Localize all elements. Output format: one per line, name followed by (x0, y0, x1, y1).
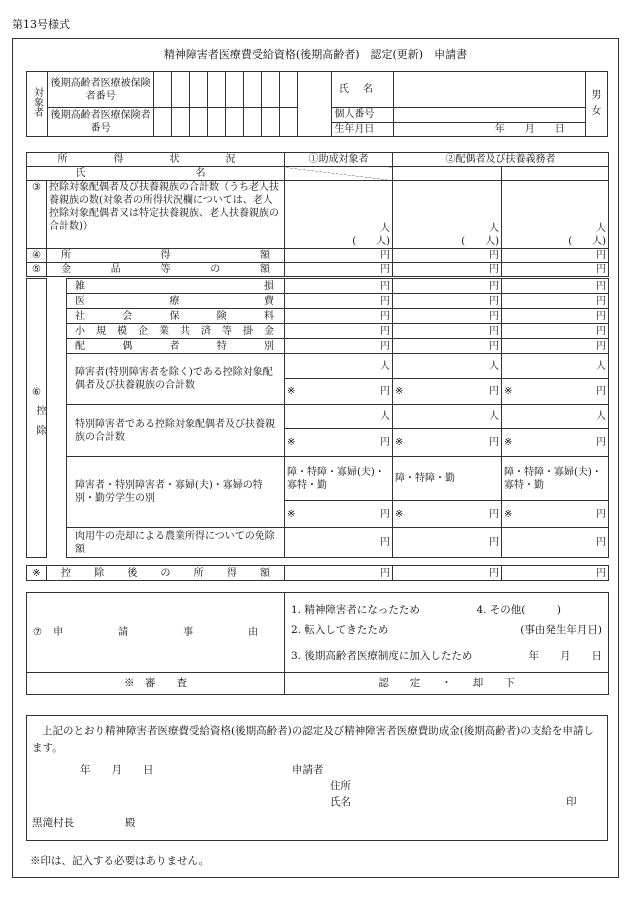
disabled-col1-amount[interactable]: ※ 円 (285, 379, 393, 405)
insurer-digit[interactable] (208, 108, 226, 137)
application-table (26, 592, 609, 695)
applicant-label: 申請者 (292, 764, 324, 776)
income-status-header: 所 得 状 況 (27, 153, 285, 167)
personal-number-label: 個人番号 (332, 108, 394, 122)
insurer-digit[interactable] (154, 108, 172, 137)
item-col1[interactable]: 円 (285, 279, 393, 294)
row5-number: ⑤ (27, 263, 47, 277)
review-result: 認 定 ・ 却 下 (285, 673, 609, 695)
special-disabled-col1-amount[interactable]: ※ 円 (285, 429, 393, 457)
disabled-label: 障害者(特別障害者を除く)である控除対象配偶者及び扶養親族の合計数 (67, 354, 285, 405)
item-col1[interactable]: 円 (285, 339, 393, 354)
insured-digit[interactable] (262, 72, 280, 108)
item-label: 医療費 (67, 294, 285, 309)
after-deduction-col2[interactable]: 円 (393, 566, 502, 581)
beef-col1[interactable]: 円 (285, 528, 393, 558)
application-label: 申請事由 (53, 627, 259, 638)
after-deduction-col1[interactable]: 円 (285, 566, 393, 581)
subject-table (26, 71, 608, 137)
personal-number-field[interactable] (394, 108, 584, 122)
disabled-col2-count[interactable]: 人 (393, 354, 502, 379)
reason-1-option[interactable]: 1. 精神障害者になったため (291, 603, 420, 616)
item-col1[interactable]: 円 (285, 324, 393, 339)
col1-header: ①助成対象者 (285, 153, 393, 167)
special-disabled-col3-amount[interactable]: ※ 円 (502, 429, 609, 457)
after-deduction-table (26, 565, 609, 581)
after-deduction-label: 控除後の所得額 (47, 566, 285, 581)
sex-male: 男 (591, 90, 602, 101)
special-disabled-col2-count[interactable]: 人 (393, 405, 502, 429)
name-field[interactable] (394, 72, 585, 108)
reason-date-note: (事由発生年月日) (520, 623, 602, 636)
row4-label: 所得額 (47, 249, 285, 263)
insured-digit[interactable] (280, 72, 298, 108)
application-number: ⑦ (33, 627, 42, 638)
recipient-label: 黒滝村長 (32, 817, 74, 829)
after-deduction-col3[interactable]: 円 (502, 566, 609, 581)
address-label: 住所 (330, 780, 351, 792)
disabled-col1-count[interactable]: 人 (285, 354, 393, 379)
insurer-digit[interactable] (244, 108, 262, 137)
recipient-honorific: 殿 (125, 817, 136, 829)
item-col2[interactable]: 円 (393, 339, 502, 354)
item-col2[interactable]: 円 (393, 279, 502, 294)
beef-col3[interactable]: 円 (502, 528, 609, 558)
row3-col3[interactable]: 人 ( 人) (502, 181, 609, 249)
special-disabled-label: 特別障害者である控除対象配偶者及び扶養親族の合計数 (67, 405, 285, 457)
row4-number: ④ (27, 249, 47, 263)
insured-digit[interactable] (172, 72, 190, 108)
item-col2[interactable]: 円 (393, 294, 502, 309)
row3-col2[interactable]: 人 ( 人) (393, 181, 502, 249)
special-type-col2-amount[interactable]: ※ 円 (393, 501, 502, 528)
subject-side-label: 対象者 (27, 72, 48, 137)
deduction-label: 控除 (34, 405, 45, 445)
insured-digit[interactable] (244, 72, 262, 108)
form-number: 第13号様式 (12, 18, 70, 31)
row4-col1[interactable]: 円 (285, 249, 393, 263)
reason-3-option[interactable]: 3. 後期高齢者医療制度に加入したため (291, 649, 473, 662)
row5-label: 金品等の額 (47, 263, 285, 277)
insured-digit[interactable] (208, 72, 226, 108)
item-label: 配偶者特別 (67, 339, 285, 354)
col2-header: ②配偶者及び扶養義務者 (393, 153, 609, 167)
row5-col3[interactable]: 円 (502, 263, 609, 277)
seal-mark: 印 (566, 796, 577, 808)
disabled-col3-amount[interactable]: ※ 円 (502, 379, 609, 405)
insurer-digit[interactable] (226, 108, 244, 137)
special-type-col1-amount[interactable]: ※ 円 (285, 501, 393, 528)
insurer-digit[interactable] (280, 108, 298, 137)
birthdate-label: 生年月日 (332, 123, 394, 136)
col2-name-field[interactable] (393, 167, 502, 181)
insured-digit[interactable] (154, 72, 172, 108)
review-label: ※ 審 査 (27, 673, 285, 695)
deduction-side (27, 279, 47, 558)
insured-number-label: 後期高齢者医療被保険者番号 (48, 72, 154, 108)
birthdate-field[interactable]: 年 月 日 (494, 124, 565, 135)
special-type-col3[interactable]: 障・特障・寡婦(夫)・寡特・勤 (502, 457, 609, 501)
special-disabled-col2-amount[interactable]: ※ 円 (393, 429, 502, 457)
col1-name-field[interactable] (285, 167, 393, 181)
disabled-col2-amount[interactable]: ※ 円 (393, 379, 502, 405)
special-type-col2[interactable]: 障・特障・勤 (393, 457, 502, 501)
row4-col2[interactable]: 円 (393, 249, 502, 263)
row5-col2[interactable]: 円 (393, 263, 502, 277)
item-col2[interactable]: 円 (393, 309, 502, 324)
row5-col1[interactable]: 円 (285, 263, 393, 277)
application-reasons (285, 593, 609, 673)
special-type-col3-amount[interactable]: ※ 円 (502, 501, 609, 528)
row4-col3[interactable]: 円 (502, 249, 609, 263)
beef-col2[interactable]: 円 (393, 528, 502, 558)
item-col3[interactable]: 円 (502, 339, 609, 354)
insurer-digit[interactable] (190, 108, 208, 137)
reason-date-field[interactable]: 年 月 日 (528, 649, 602, 662)
reason-2-option[interactable]: 2. 転入してきたため (291, 623, 389, 636)
item-label: 雑損 (67, 279, 285, 294)
footnote: ※印は、記入する必要はありません。 (30, 855, 210, 867)
row3-label: 控除対象配偶者及び扶養親族の合計数（うち老人扶養親族の数(対象者の所得状況欄については、老人控除対象配偶者又は特定扶養親族、老人扶養親族の合計数)） (47, 181, 285, 249)
item-col3[interactable]: 円 (502, 324, 609, 339)
special-disabled-col3-count[interactable]: 人 (502, 405, 609, 429)
insured-digit[interactable] (190, 72, 208, 108)
col3-name-field[interactable] (502, 167, 609, 181)
item-col1[interactable]: 円 (285, 309, 393, 324)
deduction-number: ⑥ (32, 387, 41, 398)
item-col1[interactable]: 円 (285, 294, 393, 309)
special-disabled-col1-count[interactable]: 人 (285, 405, 393, 429)
deduction-table (26, 278, 609, 558)
income-name-header: 氏 名 (27, 167, 285, 181)
disabled-col3-count[interactable]: 人 (502, 354, 609, 379)
row3-col1[interactable]: 人 ( 人) (285, 181, 393, 249)
income-table (26, 152, 609, 277)
insured-digit[interactable] (226, 72, 244, 108)
form-title: 精神障害者医療費受給資格(後期高齢者) 認定(更新) 申請書 (163, 48, 468, 61)
special-type-label: 障害者・特別障害者・寡婦(夫)・寡婦の特別・勤労学生の別 (67, 457, 285, 528)
application-label-cell (27, 593, 285, 673)
row3-number: ③ (27, 181, 47, 249)
item-label: 社会保険料 (67, 309, 285, 324)
item-col3[interactable]: 円 (502, 294, 609, 309)
reason-4-option[interactable]: 4. その他( ) (476, 603, 561, 616)
special-type-col1[interactable]: 障・特障・寡婦(夫)・寡特・勤 (285, 457, 393, 501)
beef-label: 肉用牛の売却による農業所得についての免除額 (67, 528, 285, 558)
insurer-digit[interactable] (262, 108, 280, 137)
applicant-name-label: 氏名 (330, 796, 351, 808)
name-label: 氏名 (332, 72, 394, 108)
insurer-number-label: 後期高齢者医療保険者番号 (48, 108, 154, 137)
sex-field[interactable] (585, 72, 607, 137)
sex-female: 女 (591, 106, 602, 117)
declaration-text: 上記のとおり精神障害者医療費受給資格(後期高齢者)の認定及び精神障害者医療費助成金(後期高齢者)の支給を申請します。 (32, 725, 594, 754)
item-col3[interactable]: 円 (502, 309, 609, 324)
after-deduction-mark: ※ (27, 566, 47, 581)
declaration-date[interactable]: 年 月 日 (80, 764, 154, 776)
item-label: 小規模企業共済等掛金 (67, 324, 285, 339)
item-col3[interactable]: 円 (502, 279, 609, 294)
insurer-digit[interactable] (172, 108, 190, 137)
item-col2[interactable]: 円 (393, 324, 502, 339)
